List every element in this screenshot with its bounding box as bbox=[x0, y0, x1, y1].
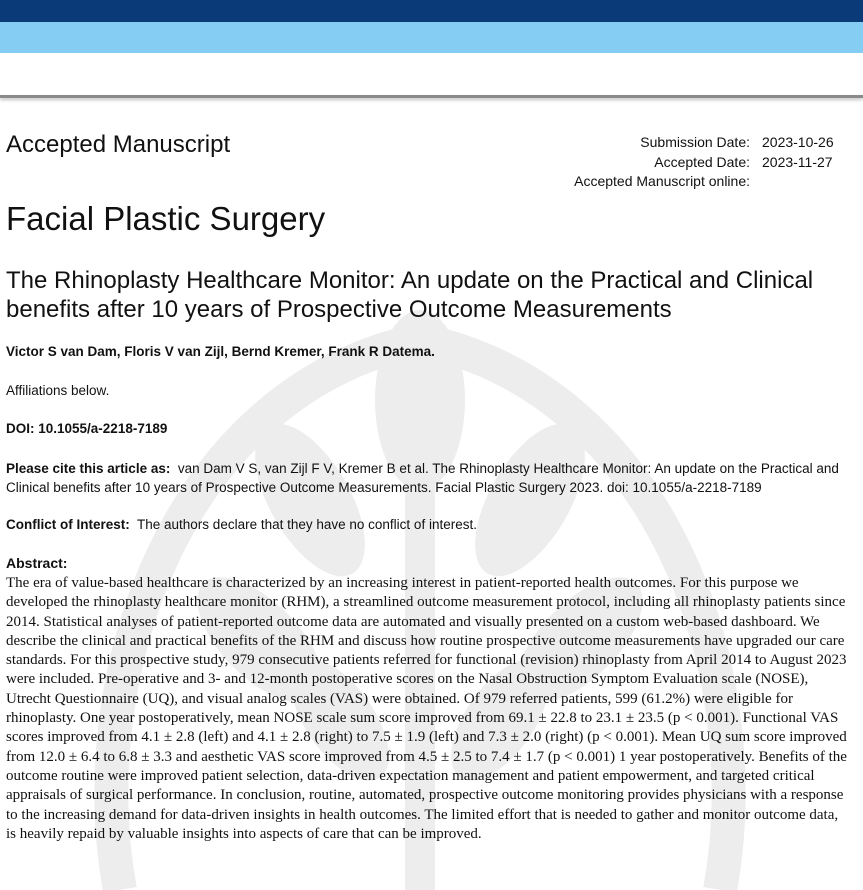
journal-title: Facial Plastic Surgery bbox=[6, 200, 326, 237]
header-band-light bbox=[0, 22, 863, 53]
online-date-row bbox=[574, 172, 848, 192]
abstract-body: The era of value-based healthcare is characterized by an increasing interest in patient-reported health outcomes. For this purpose we developed the rhinoplasty healthcare monitor (RHM), a streamlined outcome measurement protocol, including all rhinoplasty patients since 2014. Statistical analyses of patient-reported outcome data are automated and visually presented on a custom web-based dashboard. We describe the clinical and practical benefits of the RHM and discuss how routine prospective outcome measurements have upgraded our care standards. For this prospective study, 979 consecutive patients referred for functional (revision) rhinoplasty from April 2014 to August 2023 were included. Pre-operative and 3- and 12-month postoperative scores on the Nasal Obstruction Symptom Evaluation scale (NOSE), Utrecht Questionnaire (UQ), and visual analog scales (VAS) were obtained. Of 979 referred patients, 599 (61.2%) were eligible for rhinoplasty. One year postoperatively, mean NOSE scale sum score improved from 69.1 ± 22.8 to 23.1 ± 23.5 (p < 0.001). Functional VAS scores improved from 4.1 ± 2.8 (left) and 4.1 ± 2.8 (right) to 7.5 ± 1.9 (left) and 7.3 ± 2.0 (right) (p < 0.001). Mean UQ sum score improved from 12.0 ± 6.4 to 6.8 ± 3.3 and aesthetic VAS score improved from 4.5 ± 2.5 to 7.4 ± 1.7 (p < 0.001) 1 year postoperatively. Benefits of the outcome routine were improved patient selection, data-driven expectation management and patient empowerment, and targeted critical appraisals of surgical performance. In conclusion, routine, automated, prospective outcome monitoring provides physicians with a response to the increasing demand for data-driven insights in health outcomes. The limited effort that is needed to gather and monitor outcome data, is heavily repaid by valuable insights into aspects of care that can be improved. bbox=[6, 575, 847, 842]
online-date-value bbox=[750, 172, 848, 192]
conflict-label: Conflict of Interest: bbox=[6, 517, 130, 532]
submission-date-row bbox=[574, 133, 848, 153]
accepted-date-row bbox=[574, 153, 848, 173]
citation-text: van Dam V S, van Zijl F V, Kremer B et al. The Rhinoplasty Healthcare Monitor: An update on the Practical and Clinical benefits after 10 years of Prospective Outcome Measurements. Facial Plastic Surgery 2023. doi: 10.1055/a-2218-7189 bbox=[6, 461, 839, 495]
header-divider bbox=[0, 95, 863, 98]
article-title: The Rhinoplasty Healthcare Monitor: An update on the Practical and Clinical benefits after 10 years of Prospective Outcome Measurements bbox=[6, 267, 814, 323]
accepted-date-label: Accepted Date: bbox=[654, 153, 750, 170]
header-band-dark bbox=[0, 0, 863, 22]
conflict-of-interest bbox=[6, 517, 477, 532]
submission-date-label: Submission Date: bbox=[640, 134, 750, 150]
manuscript-label: Accepted Manuscript bbox=[6, 131, 231, 158]
author-list: Victor S van Dam, Floris V van Zijl, Bernd Kremer, Frank R Datema. bbox=[6, 344, 435, 359]
submission-date-value: 2023-10-26 bbox=[762, 134, 834, 150]
affiliations-note: Affiliations below. bbox=[6, 383, 110, 398]
dates-block bbox=[574, 133, 848, 192]
online-date-label: Accepted Manuscript online: bbox=[574, 173, 750, 189]
abstract-heading: Abstract: bbox=[6, 555, 68, 571]
doi: DOI: 10.1055/a-2218-7189 bbox=[6, 421, 168, 436]
accepted-date-value: 2023-11-27 bbox=[762, 153, 833, 170]
citation-label: Please cite this article as: bbox=[6, 461, 171, 476]
citation bbox=[6, 459, 846, 497]
conflict-text: The authors declare that they have no conflict of interest. bbox=[137, 517, 477, 532]
